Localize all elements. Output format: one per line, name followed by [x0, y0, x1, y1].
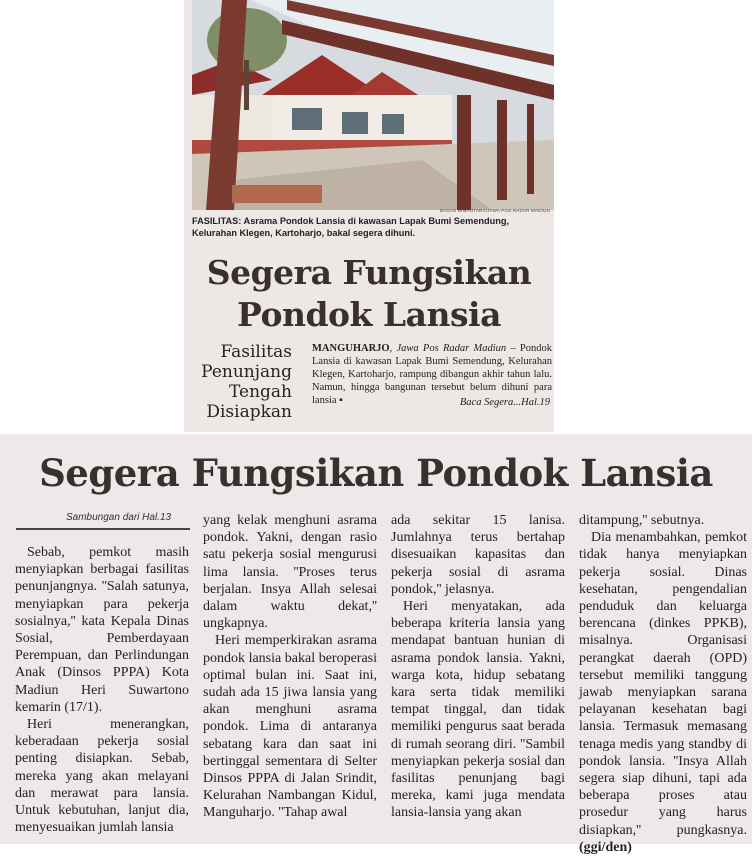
author-signature: (ggi/den) [579, 839, 632, 855]
paragraph: Heri menyatakan, ada beberapa kriteria lansia yang mendapat bantuan hunian di asrama pondok lansia. Yakni, warga kota, hidup sebatang kara serta tidak memiliki tempat tinggal, dan tidak memiliki pengurus saat berada di rumah seorang diri. ''Sambil menyiapkan pekerja sosial dan fasilitas penunjang bagi mereka, kami juga mendata lansia-lansia yang akan [391, 599, 565, 821]
article-column-1 [15, 544, 189, 836]
paragraph: yang kelak menghuni asrama pondok. Yakni, dengan rasio satu pekerja sosial mengurusi lima lansia. ''Proses terus berjalan. Insya Allah selesai dalam waktu dekat,'' ungkapnya. [203, 513, 377, 632]
paragraph: ditampung,'' sebutnya. [579, 513, 705, 528]
photo-caption [192, 215, 547, 239]
lead-paragraph: MANGUHARJO, Jawa Pos Radar Madiun – Pondok Lansia di kawasan Lapak Bumi Semendung, Kelurahan Klegen, Kartoharjo, rampung dibangun akhir tahun lalu. Namun, hingga bangunan tersebut belum dihuni para lansia ▪ Baca Segera...Hal.19 [312, 343, 553, 408]
photo-credit: BAGAS BIMANTARA/JAWA POS RADAR MADIUN [440, 208, 550, 213]
paragraph-text: Dia menambahkan, pemkot tidak hanya menyiapkan pekerja sosial. Dinas kesehatan, pengendalian penduduk dan keluarga berencana (dinkes PPKB), misalnya. Organisasi perangkat daerah (OPD) tersebut memiliki tanggung jawab menyiapkan sarana pelayanan kesehatan bagi lansia. Termasuk memasang tenaga medis yang standby di pondok lansia. ''Insya Allah segera siap dihuni, tapi ada beberapa proses atau prosedur yang harus disiapkan,'' pungkasnya. [579, 530, 747, 838]
paragraph: ada sekitar 15 lanisa. Jumlahnya terus bertahap disesuaikan kapasitas dan pekerja sosial di asrama pondok,'' jelasnya. [391, 513, 565, 597]
article-column-4 [579, 512, 747, 856]
subheadline-line: Disiapkan [206, 402, 292, 422]
headline-bottom: Segera Fungsikan Pondok Lansia [39, 451, 713, 495]
divider-rule [16, 528, 190, 530]
top-clipping [184, 0, 554, 432]
pondok-lansia-photo-illustration [192, 0, 554, 210]
continuation-note: Sambungan dari Hal.13 [66, 512, 172, 523]
article-column-3 [391, 512, 565, 822]
headline-top: Segera Fungsikan Pondok Lansia [206, 253, 532, 334]
continued-reference: Baca Segera...Hal.19 [459, 397, 550, 408]
caption-label: FASILITAS: [192, 216, 242, 226]
subheadline [192, 342, 292, 422]
subheadline-line: Fasilitas [220, 342, 292, 362]
dateline: MANGUHARJO [312, 343, 390, 354]
source-name: Jawa Pos Radar Madiun [396, 343, 507, 354]
paragraph: Heri menerangkan, keberadaan pekerja sosial penting disiapkan. Sebab, mereka yang akan melayani dan merawat para lansia. Untuk kebutuhan, lanjut dia, menyesuaikan jumlah lansia [15, 717, 189, 836]
lead-text: – Pondok Lansia di kawasan Lapak Bumi Semendung, Kelurahan Klegen, Kartoharjo, rampung dibangun akhir tahun lalu. Namun, hingga bangunan tersebut belum dihuni para lansia [312, 343, 553, 406]
bottom-clipping [0, 434, 752, 855]
subheadline-line: Penunjang [201, 362, 292, 382]
paragraph [579, 529, 747, 856]
paragraph: Sebab, pemkot masih menyiapkan berbagai fasilitas penunjangnya. ''Salah satunya, menyiapkan para pekerja sosialnya,'' kata Kepala Dinas Sosial, Pemberdayaan Perempuan, dan Perlindungan Anak (Dinsos PPPA) Kota Madiun Heri Suwartono kemarin (17/1). [15, 545, 189, 715]
subheadline-line: Tengah [229, 382, 292, 402]
article-column-2 [203, 512, 377, 822]
news-photo [192, 0, 554, 210]
caption-text: Asrama Pondok Lansia di kawasan Lapak Bumi Semendung, Kelurahan Klegen, Kartoharjo, bakal segera dihuni. [192, 216, 510, 238]
paragraph: Heri memperkirakan asrama pondok lansia bakal beroperasi optimal bulan ini. Saat ini, sudah ada 15 jiwa lansia yang akan menghuni asrama pondok. Lima di antaranya sebatang kara dan saat ini bertinggal sementara di Selter Dinsos PPPA di Jalan Srindit, Kelurahan Nambangan Kidul, Manguharjo. ''Tahap awal [203, 633, 377, 821]
